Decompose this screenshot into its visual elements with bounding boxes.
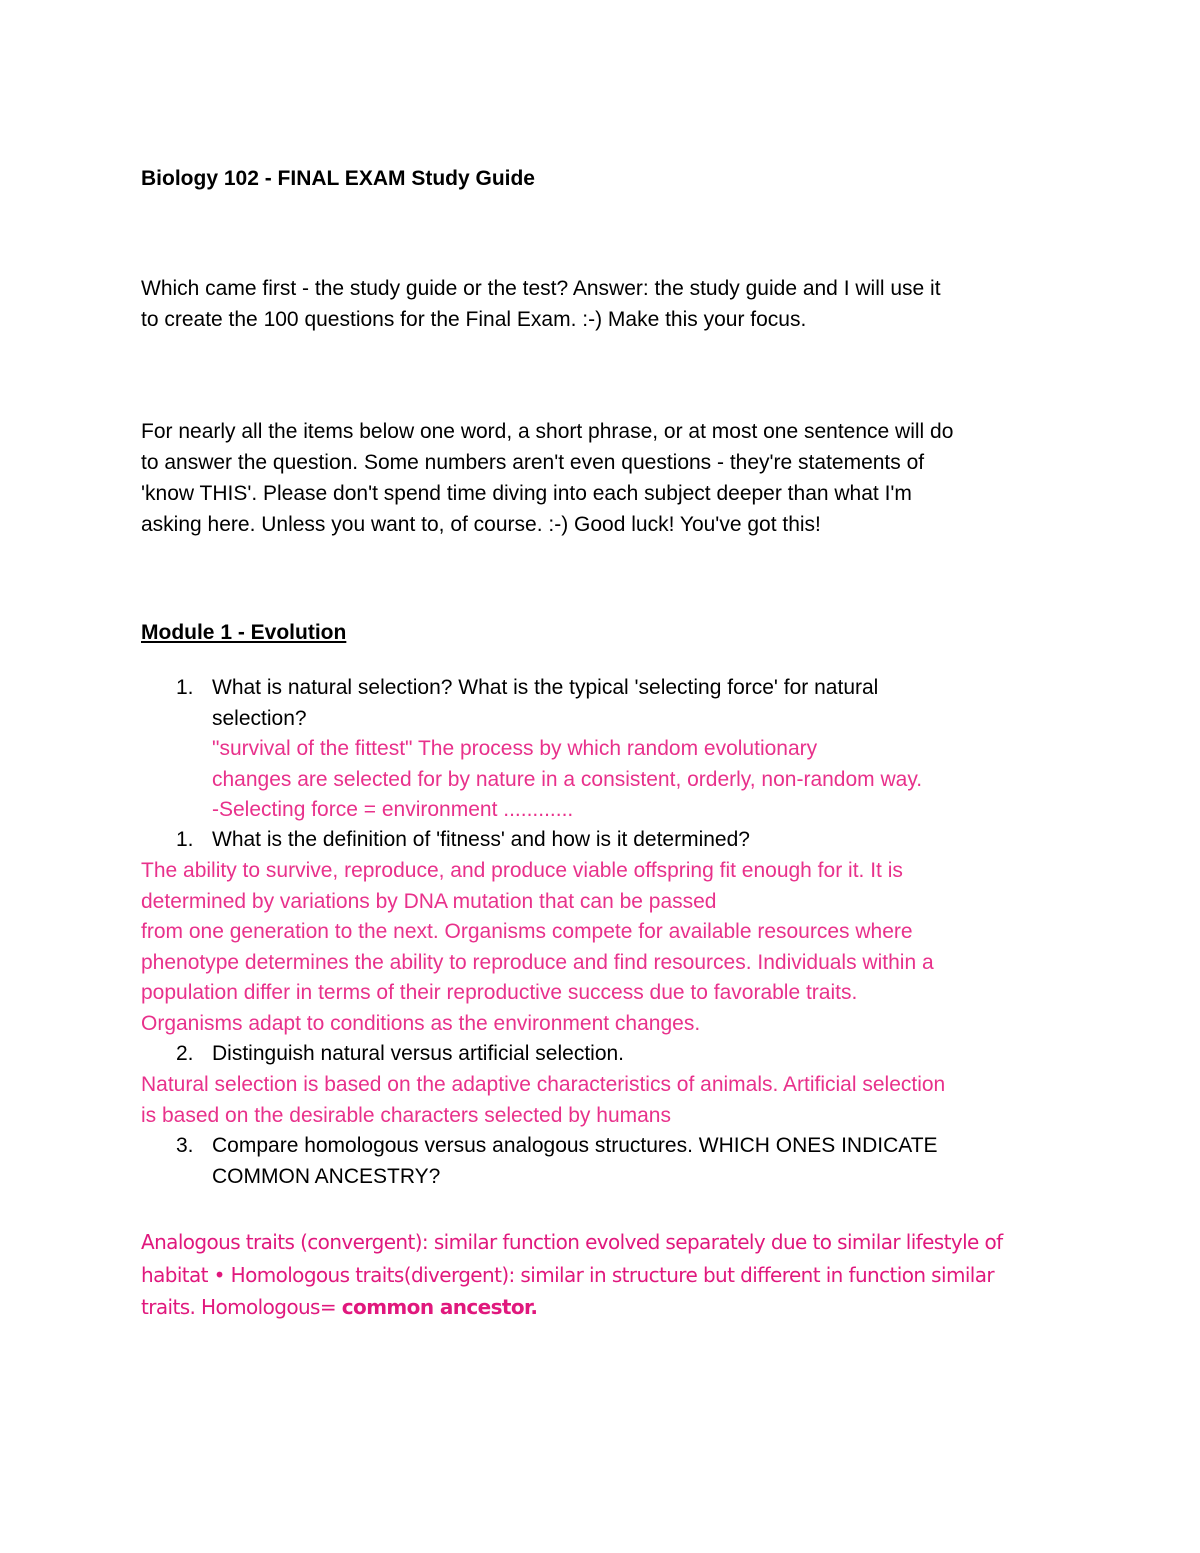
answer-line [141,1291,1003,1324]
text-line: to create the 100 questions for the Final Exam. :-) Make this your focus. [141,308,807,331]
question-number: 1. [176,676,194,699]
question-text [212,825,750,856]
text-line: 'know THIS'. Please don't spend time diving into each subject deeper than what I'm [141,482,912,505]
answer-line: Analogous traits (convergent): similar function evolved separately due to similar lifestyle of [141,1230,1003,1254]
document-title: Biology 102 - FINAL EXAM Study Guide [141,167,535,190]
intro-paragraph-2 [141,416,953,540]
question-number: 1. [176,828,194,851]
answer-line: phenotype determines the ability to reproduce and find resources. Individuals within a [141,950,934,974]
text-line: Distinguish natural versus artificial selection. [212,1042,625,1065]
text-line: COMMON ANCESTRY? [212,1164,441,1188]
text-line: selection? [212,706,307,730]
answer-emphasis: common ancestor. [341,1295,538,1319]
text-line: Compare homologous versus analogous structures. WHICH ONES INDICATE [212,1134,938,1157]
intro-paragraph-1 [141,273,941,335]
question-number: 2. [176,1042,194,1065]
module-heading: Module 1 - Evolution [141,621,347,644]
answer-line: "survival of the fittest" The process by which random evolutionary [212,737,818,760]
answer-block-2 [141,856,934,1039]
answer-line: Organisms adapt to conditions as the environment changes. [141,1011,701,1035]
question-number: 3. [176,1134,194,1157]
answer-text: traits. Homologous= [141,1295,342,1319]
answer-line: -Selecting force = environment ............ [212,798,574,821]
text-line: to answer the question. Some numbers aren't even questions - they're statements of [141,451,925,474]
answer-block-3 [141,1070,945,1131]
answer-block-4 [141,1226,1003,1324]
text-line: asking here. Unless you want to, of course. :-) Good luck! You've got this! [141,513,821,536]
text-line: What is natural selection? What is the typical 'selecting force' for natural [212,676,879,699]
question-text [212,1131,938,1192]
question-text [212,673,878,734]
answer-line: is based on the desirable characters selected by humans [141,1103,671,1127]
answer-line: determined by variations by DNA mutation that can be passed [141,889,717,913]
answer-line: habitat • Homologous traits(divergent): similar in structure but different in function similar [141,1262,995,1287]
answer-block-1 [212,734,922,826]
question-text [212,1039,624,1070]
answer-line: from one generation to the next. Organisms compete for available resources where [141,920,913,943]
answer-line: The ability to survive, reproduce, and produce viable offspring fit enough for it. It is [141,859,903,882]
answer-line: Natural selection is based on the adaptive characteristics of animals. Artificial selection [141,1073,946,1096]
text-line: Which came first - the study guide or the test? Answer: the study guide and I will use it [141,277,941,300]
text-line: What is the definition of 'fitness' and how is it determined? [212,828,750,851]
text-line: For nearly all the items below one word, a short phrase, or at most one sentence will do [141,420,954,443]
answer-line: population differ in terms of their reproductive success due to favorable traits. [141,981,858,1004]
answer-line: changes are selected for by nature in a consistent, orderly, non-random way. [212,767,923,791]
